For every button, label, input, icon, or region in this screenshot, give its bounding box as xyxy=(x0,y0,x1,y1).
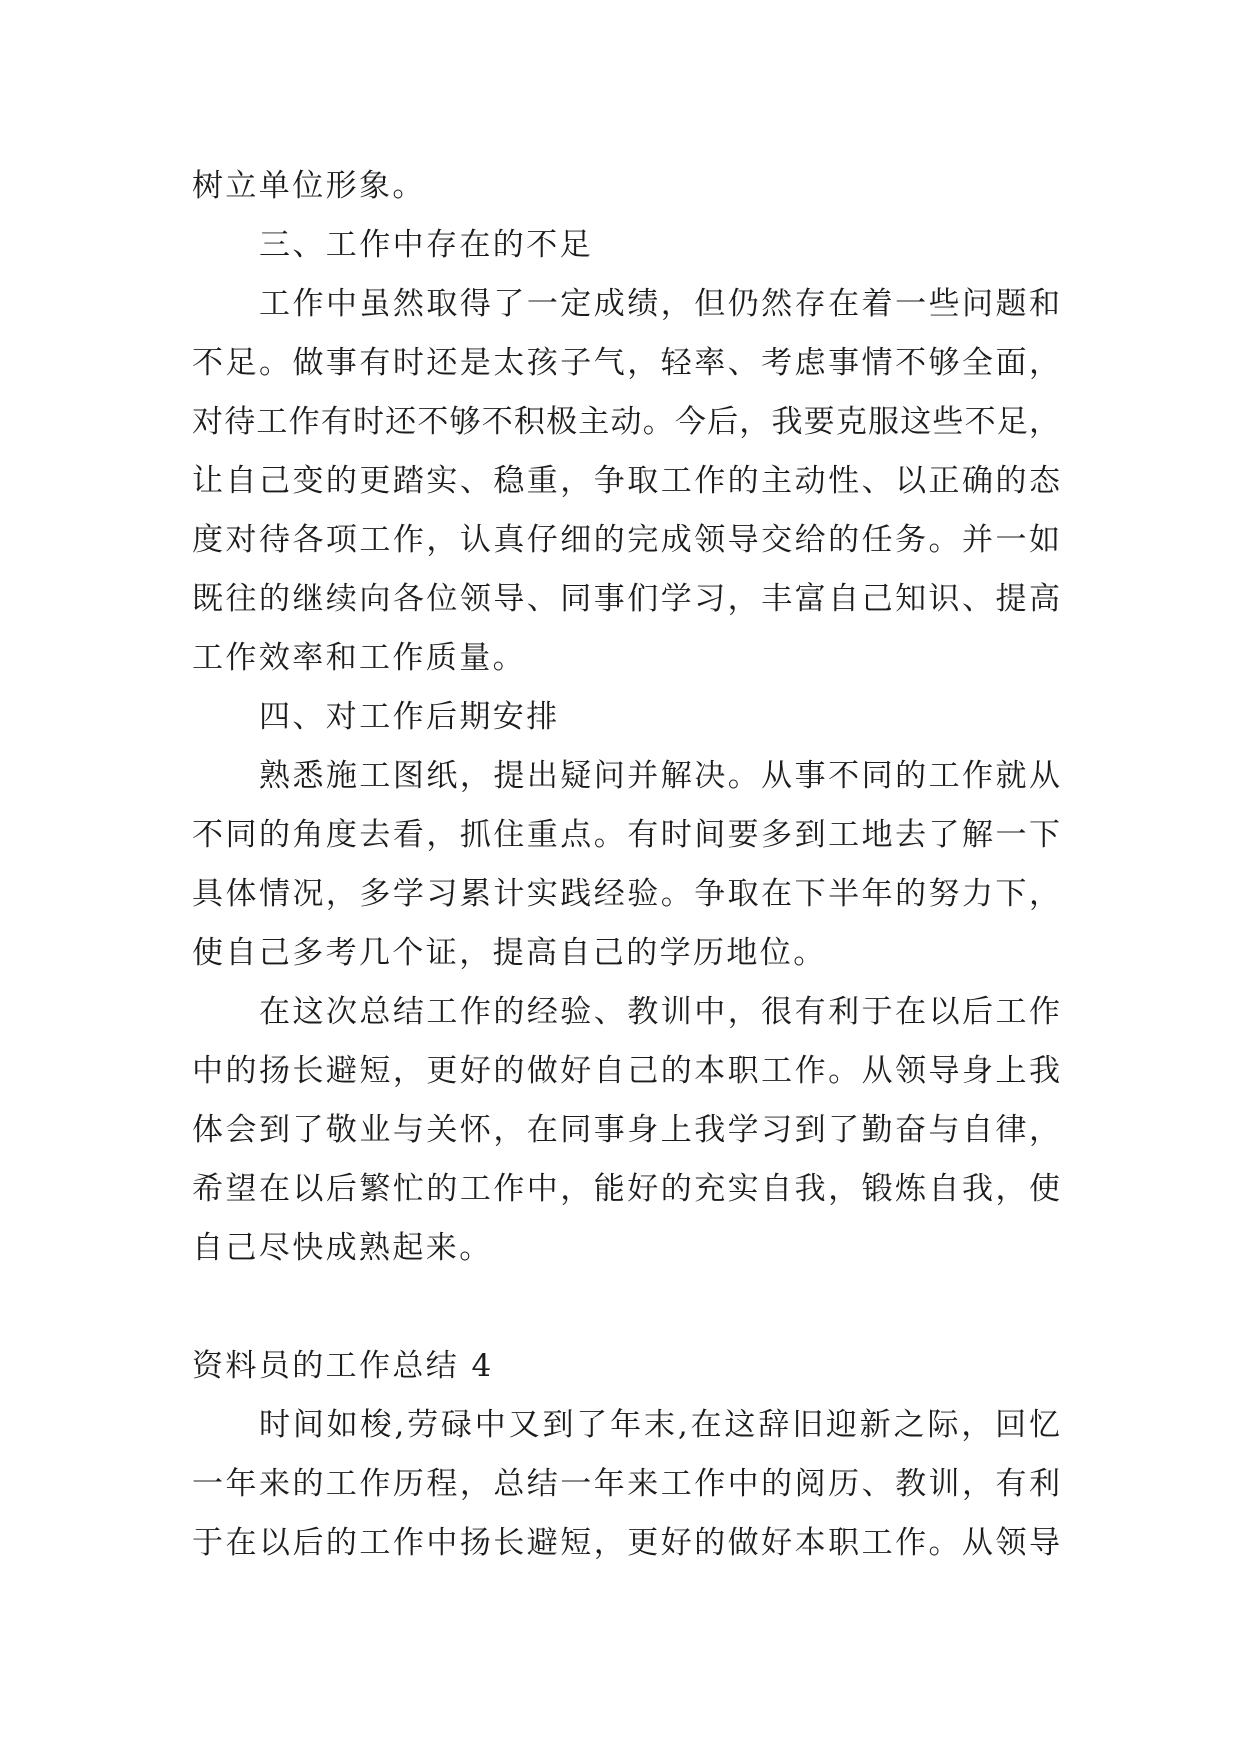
text-line: 使自己多考几个证，提高自己的学历地位。 xyxy=(192,935,827,971)
section-later-plans xyxy=(192,688,1060,1278)
text-line: 熟悉施工图纸，提出疑问并解决。从事不同的工作就从 xyxy=(259,758,1060,794)
text-line: 自己尽快成熟起来。 xyxy=(192,1230,493,1266)
text-line: 具体情况，多学习累计实践经验。争取在下半年的努力下， xyxy=(192,876,1060,912)
text-line: 中的扬长避短，更好的做好自己的本职工作。从领导身上我 xyxy=(192,1053,1060,1089)
section-heading: 三、工作中存在的不足 xyxy=(259,227,593,263)
text-line: 一年来的工作历程，总结一年来工作中的阅历、教训，有利 xyxy=(192,1466,1060,1502)
section-heading: 四、对工作后期安排 xyxy=(259,699,560,735)
text-line: 体会到了敬业与关怀，在同事身上我学习到了勤奋与自律， xyxy=(192,1112,1060,1148)
paragraph xyxy=(192,275,1060,688)
text-line: 不足。做事有时还是太孩子气，轻率、考虑事情不够全面， xyxy=(192,345,1060,381)
text-line: 树立单位形象。 xyxy=(192,168,426,204)
text-line: 让自己变的更踏实、稳重，争取工作的主动性、以正确的态 xyxy=(192,463,1060,499)
text-line: 对待工作有时还不够不积极主动。今后，我要克服这些不足， xyxy=(192,404,1060,440)
text-line: 于在以后的工作中扬长避短，更好的做好本职工作。从领导 xyxy=(192,1525,1060,1561)
next-article xyxy=(192,1337,1060,1573)
text-line: 工作效率和工作质量。 xyxy=(192,640,526,676)
document-body xyxy=(192,157,1060,1573)
text-line: 在这次总结工作的经验、教训中，很有利于在以后工作 xyxy=(259,994,1060,1030)
paragraph xyxy=(192,1396,1060,1573)
paragraph xyxy=(192,747,1060,983)
section-shortcomings xyxy=(192,216,1060,688)
paragraph xyxy=(192,157,1060,216)
article-title: 资料员的工作总结 4 xyxy=(192,1348,494,1384)
text-line: 时间如梭,劳碌中又到了年末,在这辞旧迎新之际，回忆 xyxy=(259,1407,1060,1443)
text-line: 既往的继续向各位领导、同事们学习，丰富自己知识、提高 xyxy=(192,581,1060,617)
text-line: 工作中虽然取得了一定成绩，但仍然存在着一些问题和 xyxy=(259,286,1060,322)
paragraph xyxy=(192,983,1060,1278)
text-line: 度对待各项工作，认真仔细的完成领导交给的任务。并一如 xyxy=(192,522,1060,558)
text-line: 不同的角度去看，抓住重点。有时间要多到工地去了解一下 xyxy=(192,817,1060,853)
text-line: 希望在以后繁忙的工作中，能好的充实自我，锻炼自我，使 xyxy=(192,1171,1060,1207)
